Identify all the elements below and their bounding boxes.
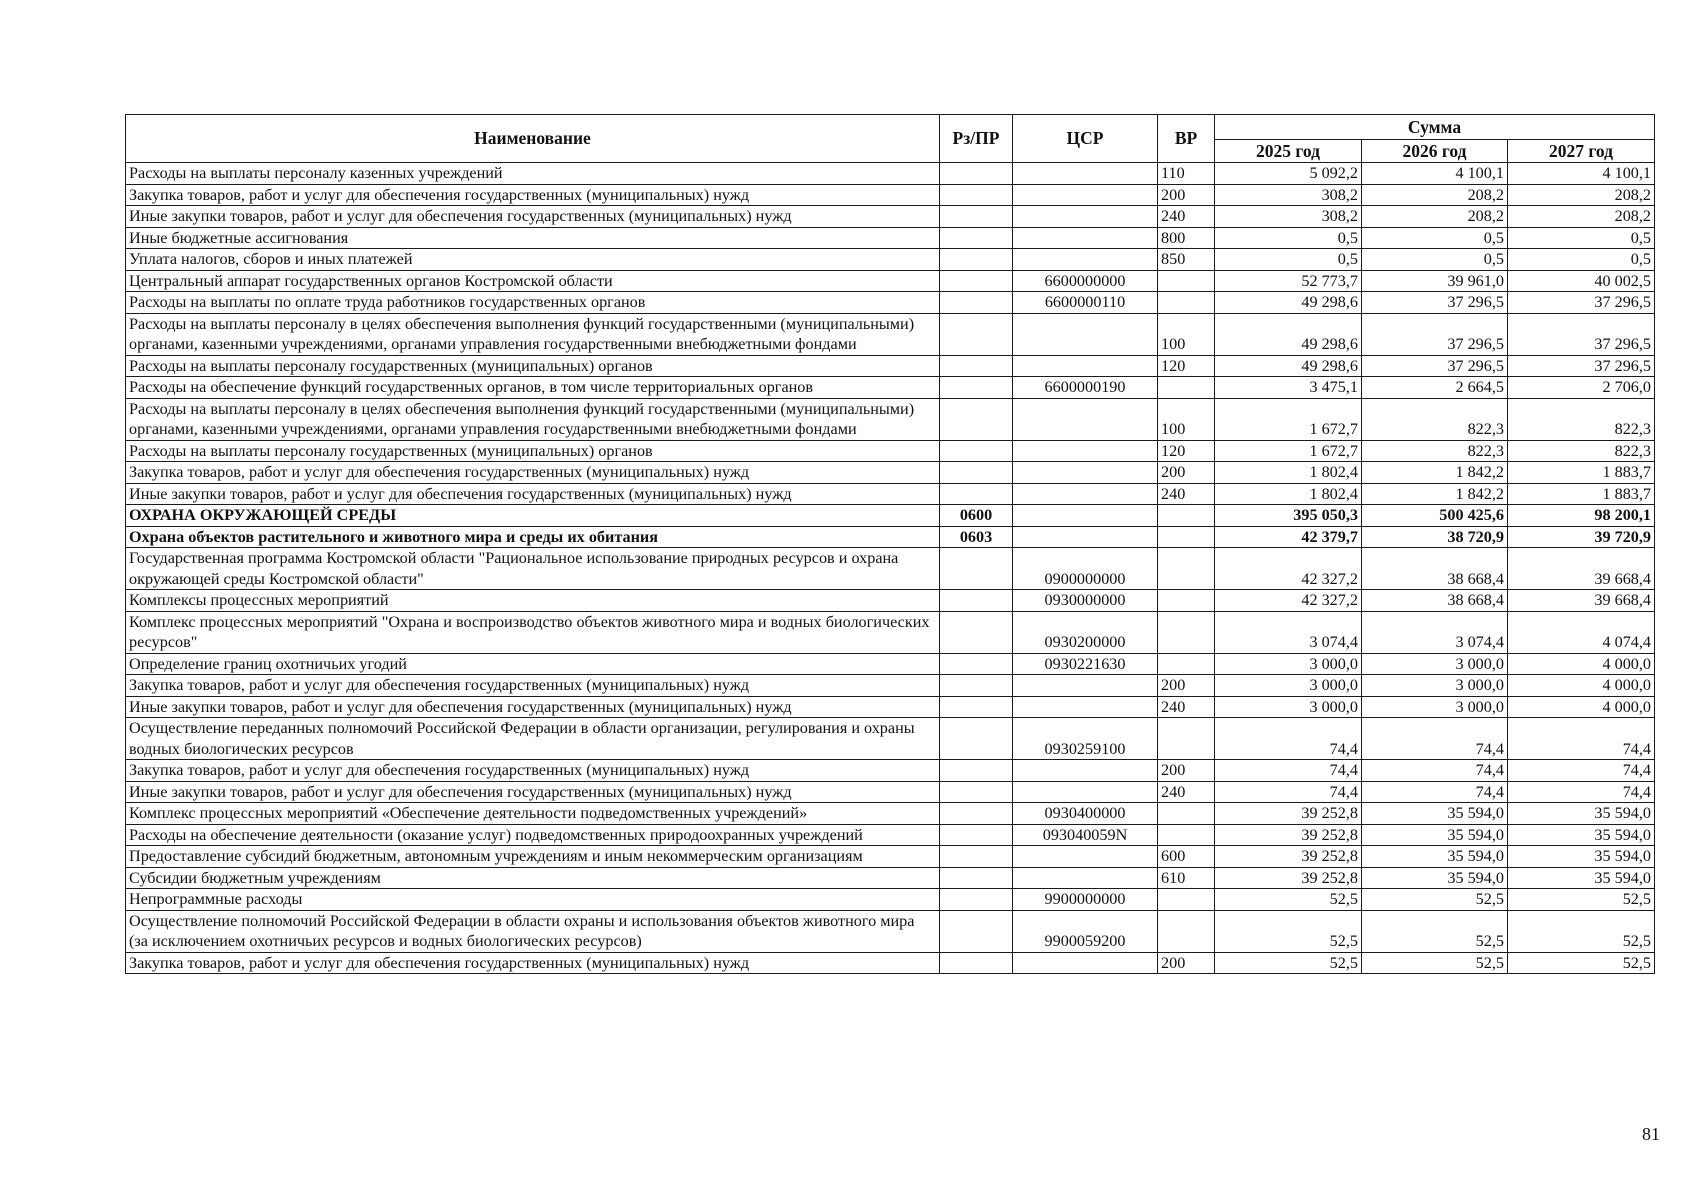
cell-csr: 6600000110 [1013, 292, 1158, 314]
cell-2026: 74,4 [1362, 718, 1508, 760]
cell-2027: 4 000,0 [1508, 675, 1655, 697]
cell-vr: 240 [1158, 696, 1215, 718]
cell-2027: 37 296,5 [1508, 292, 1655, 314]
cell-name: Осуществление полномочий Российской Федерации в области охраны и использования объектов животного мира (за исключением охотничьих ресурсов и водных биологических ресурсов) [126, 910, 940, 952]
cell-vr: 110 [1158, 163, 1215, 185]
cell-rz-pr [940, 548, 1013, 590]
cell-2027: 35 594,0 [1508, 824, 1655, 846]
cell-2025: 3 000,0 [1215, 653, 1362, 675]
cell-2027: 39 668,4 [1508, 590, 1655, 612]
cell-2027: 37 296,5 [1508, 313, 1655, 355]
cell-rz-pr [940, 227, 1013, 249]
cell-rz-pr [940, 824, 1013, 846]
cell-name: Субсидии бюджетным учреждениям [126, 867, 940, 889]
cell-2026: 35 594,0 [1362, 803, 1508, 825]
cell-2027: 4 100,1 [1508, 163, 1655, 185]
cell-2026: 2 664,5 [1362, 377, 1508, 399]
cell-rz-pr [940, 781, 1013, 803]
cell-2025: 39 252,8 [1215, 867, 1362, 889]
cell-rz-pr [940, 675, 1013, 697]
cell-name: Осуществление переданных полномочий Российской Федерации в области организации, регулирования и охраны водных биологических ресурсов [126, 718, 940, 760]
header-sum: Сумма [1215, 115, 1655, 140]
cell-vr: 100 [1158, 313, 1215, 355]
cell-name: Расходы на выплаты персоналу государственных (муниципальных) органов [126, 355, 940, 377]
cell-vr [1158, 505, 1215, 527]
cell-2026: 74,4 [1362, 760, 1508, 782]
cell-csr: 0930259100 [1013, 718, 1158, 760]
cell-2026: 52,5 [1362, 889, 1508, 911]
table-row [126, 227, 1655, 249]
table-row [126, 505, 1655, 527]
cell-2027: 35 594,0 [1508, 867, 1655, 889]
cell-rz-pr [940, 653, 1013, 675]
table-row [126, 462, 1655, 484]
cell-rz-pr [940, 910, 1013, 952]
cell-rz-pr: 0600 [940, 505, 1013, 527]
cell-2026: 37 296,5 [1362, 313, 1508, 355]
cell-2026: 35 594,0 [1362, 846, 1508, 868]
cell-rz-pr [940, 440, 1013, 462]
cell-vr [1158, 803, 1215, 825]
cell-2026: 3 000,0 [1362, 653, 1508, 675]
cell-2027: 4 000,0 [1508, 653, 1655, 675]
table-row [126, 313, 1655, 355]
cell-csr: 0900000000 [1013, 548, 1158, 590]
cell-rz-pr [940, 718, 1013, 760]
cell-vr: 200 [1158, 675, 1215, 697]
cell-rz-pr [940, 313, 1013, 355]
table-row [126, 824, 1655, 846]
cell-name: ОХРАНА ОКРУЖАЮЩЕЙ СРЕДЫ [126, 505, 940, 527]
cell-rz-pr [940, 398, 1013, 440]
cell-csr [1013, 163, 1158, 185]
cell-2026: 74,4 [1362, 781, 1508, 803]
budget-table [125, 114, 1655, 974]
cell-2027: 0,5 [1508, 249, 1655, 271]
cell-2026: 208,2 [1362, 184, 1508, 206]
cell-csr [1013, 483, 1158, 505]
cell-vr: 240 [1158, 206, 1215, 228]
cell-csr [1013, 846, 1158, 868]
cell-vr: 240 [1158, 483, 1215, 505]
cell-name: Расходы на выплаты персоналу государственных (муниципальных) органов [126, 440, 940, 462]
table-row [126, 355, 1655, 377]
cell-2027: 822,3 [1508, 398, 1655, 440]
table-row [126, 611, 1655, 653]
cell-csr: 0930200000 [1013, 611, 1158, 653]
header-name: Наименование [126, 115, 940, 163]
cell-2027: 1 883,7 [1508, 483, 1655, 505]
cell-rz-pr [940, 292, 1013, 314]
cell-2025: 308,2 [1215, 206, 1362, 228]
cell-name: Расходы на обеспечение функций государственных органов, в том числе территориальных органов [126, 377, 940, 399]
cell-2026: 1 842,2 [1362, 462, 1508, 484]
cell-2027: 40 002,5 [1508, 270, 1655, 292]
cell-2026: 0,5 [1362, 249, 1508, 271]
table-row [126, 548, 1655, 590]
cell-csr [1013, 696, 1158, 718]
cell-2026: 37 296,5 [1362, 355, 1508, 377]
cell-vr [1158, 611, 1215, 653]
cell-vr [1158, 548, 1215, 590]
table-row [126, 910, 1655, 952]
table-row [126, 377, 1655, 399]
cell-2027: 1 883,7 [1508, 462, 1655, 484]
cell-vr [1158, 526, 1215, 548]
table-row [126, 675, 1655, 697]
cell-csr [1013, 675, 1158, 697]
table-row [126, 526, 1655, 548]
cell-name: Непрограммные расходы [126, 889, 940, 911]
cell-csr: 0930000000 [1013, 590, 1158, 612]
cell-vr: 120 [1158, 440, 1215, 462]
cell-2027: 37 296,5 [1508, 355, 1655, 377]
cell-2026: 35 594,0 [1362, 824, 1508, 846]
cell-name: Иные закупки товаров, работ и услуг для обеспечения государственных (муниципальных) нужд [126, 206, 940, 228]
cell-name: Закупка товаров, работ и услуг для обеспечения государственных (муниципальных) нужд [126, 184, 940, 206]
cell-rz-pr [940, 952, 1013, 974]
cell-name: Закупка товаров, работ и услуг для обеспечения государственных (муниципальных) нужд [126, 952, 940, 974]
header-rz-pr: Рз/ПР [940, 115, 1013, 163]
cell-rz-pr [940, 803, 1013, 825]
cell-2026: 3 000,0 [1362, 675, 1508, 697]
table-row [126, 889, 1655, 911]
cell-name: Расходы на обеспечение деятельности (оказание услуг) подведомственных природоохранных учреждений [126, 824, 940, 846]
cell-2027: 0,5 [1508, 227, 1655, 249]
cell-2027: 208,2 [1508, 206, 1655, 228]
cell-2026: 38 720,9 [1362, 526, 1508, 548]
cell-name: Комплекс процессных мероприятий «Обеспечение деятельности подведомственных учреждений» [126, 803, 940, 825]
cell-2027: 208,2 [1508, 184, 1655, 206]
cell-2025: 39 252,8 [1215, 824, 1362, 846]
cell-2027: 4 074,4 [1508, 611, 1655, 653]
table-row [126, 718, 1655, 760]
cell-rz-pr [940, 696, 1013, 718]
cell-2026: 822,3 [1362, 440, 1508, 462]
cell-rz-pr [940, 355, 1013, 377]
cell-2025: 52 773,7 [1215, 270, 1362, 292]
cell-name: Расходы на выплаты по оплате труда работников государственных органов [126, 292, 940, 314]
cell-csr [1013, 206, 1158, 228]
cell-2025: 49 298,6 [1215, 292, 1362, 314]
cell-2027: 39 668,4 [1508, 548, 1655, 590]
cell-2026: 0,5 [1362, 227, 1508, 249]
cell-2025: 74,4 [1215, 781, 1362, 803]
table-row [126, 163, 1655, 185]
cell-2025: 52,5 [1215, 952, 1362, 974]
cell-rz-pr [940, 483, 1013, 505]
cell-vr [1158, 590, 1215, 612]
cell-2026: 38 668,4 [1362, 590, 1508, 612]
table-row [126, 206, 1655, 228]
cell-2027: 98 200,1 [1508, 505, 1655, 527]
cell-rz-pr [940, 377, 1013, 399]
cell-2026: 208,2 [1362, 206, 1508, 228]
cell-2025: 52,5 [1215, 910, 1362, 952]
table-row [126, 653, 1655, 675]
cell-2026: 38 668,4 [1362, 548, 1508, 590]
cell-rz-pr [940, 462, 1013, 484]
cell-2025: 39 252,8 [1215, 803, 1362, 825]
cell-vr: 200 [1158, 184, 1215, 206]
cell-csr: 093040059N [1013, 824, 1158, 846]
cell-2027: 39 720,9 [1508, 526, 1655, 548]
header-year-2026: 2026 год [1362, 140, 1508, 163]
cell-name: Иные бюджетные ассигнования [126, 227, 940, 249]
table-row [126, 781, 1655, 803]
table-row [126, 952, 1655, 974]
cell-vr [1158, 910, 1215, 952]
table-row [126, 398, 1655, 440]
cell-2025: 42 379,7 [1215, 526, 1362, 548]
cell-rz-pr: 0603 [940, 526, 1013, 548]
cell-csr [1013, 526, 1158, 548]
cell-csr: 6600000190 [1013, 377, 1158, 399]
cell-2025: 1 802,4 [1215, 483, 1362, 505]
header-vr: ВР [1158, 115, 1215, 163]
cell-2025: 3 475,1 [1215, 377, 1362, 399]
cell-csr [1013, 781, 1158, 803]
cell-name: Охрана объектов растительного и животного мира и среды их обитания [126, 526, 940, 548]
cell-rz-pr [940, 846, 1013, 868]
cell-2025: 5 092,2 [1215, 163, 1362, 185]
cell-2025: 42 327,2 [1215, 548, 1362, 590]
cell-2026: 52,5 [1362, 910, 1508, 952]
cell-vr: 200 [1158, 760, 1215, 782]
cell-name: Расходы на выплаты персоналу казенных учреждений [126, 163, 940, 185]
table-row [126, 249, 1655, 271]
cell-vr [1158, 270, 1215, 292]
cell-csr [1013, 398, 1158, 440]
cell-2026: 1 842,2 [1362, 483, 1508, 505]
cell-csr [1013, 760, 1158, 782]
cell-2025: 3 074,4 [1215, 611, 1362, 653]
cell-vr: 850 [1158, 249, 1215, 271]
cell-csr [1013, 355, 1158, 377]
table-row [126, 803, 1655, 825]
cell-csr: 9900000000 [1013, 889, 1158, 911]
cell-2025: 1 672,7 [1215, 398, 1362, 440]
table-row [126, 483, 1655, 505]
cell-name: Закупка товаров, работ и услуг для обеспечения государственных (муниципальных) нужд [126, 675, 940, 697]
table-header [126, 115, 1655, 163]
cell-2027: 52,5 [1508, 952, 1655, 974]
header-year-2025: 2025 год [1215, 140, 1362, 163]
cell-vr [1158, 377, 1215, 399]
table-row [126, 846, 1655, 868]
cell-csr [1013, 952, 1158, 974]
cell-2027: 74,4 [1508, 718, 1655, 760]
cell-csr [1013, 440, 1158, 462]
cell-rz-pr [940, 206, 1013, 228]
cell-name: Уплата налогов, сборов и иных платежей [126, 249, 940, 271]
cell-name: Иные закупки товаров, работ и услуг для обеспечения государственных (муниципальных) нужд [126, 696, 940, 718]
cell-2026: 4 100,1 [1362, 163, 1508, 185]
cell-2025: 3 000,0 [1215, 675, 1362, 697]
cell-csr [1013, 505, 1158, 527]
cell-2026: 37 296,5 [1362, 292, 1508, 314]
table-row [126, 696, 1655, 718]
cell-2027: 35 594,0 [1508, 803, 1655, 825]
table-row [126, 184, 1655, 206]
cell-2025: 0,5 [1215, 249, 1362, 271]
table-body [126, 163, 1655, 974]
page-number: 81 [1642, 1124, 1660, 1144]
cell-name: Центральный аппарат государственных органов Костромской области [126, 270, 940, 292]
cell-2027: 74,4 [1508, 781, 1655, 803]
cell-csr [1013, 249, 1158, 271]
cell-2027: 4 000,0 [1508, 696, 1655, 718]
cell-name: Определение границ охотничьих угодий [126, 653, 940, 675]
cell-name: Расходы на выплаты персоналу в целях обеспечения выполнения функций государственными (муниципальными) органами, казенными учреждениями, органами управления государственными внебюджетными фондами [126, 398, 940, 440]
cell-csr [1013, 227, 1158, 249]
cell-2027: 822,3 [1508, 440, 1655, 462]
cell-vr [1158, 718, 1215, 760]
table-row [126, 270, 1655, 292]
cell-2025: 1 802,4 [1215, 462, 1362, 484]
cell-2025: 52,5 [1215, 889, 1362, 911]
cell-vr [1158, 889, 1215, 911]
cell-name: Иные закупки товаров, работ и услуг для обеспечения государственных (муниципальных) нужд [126, 781, 940, 803]
header-csr: ЦСР [1013, 115, 1158, 163]
cell-csr: 9900059200 [1013, 910, 1158, 952]
cell-rz-pr [940, 760, 1013, 782]
cell-csr [1013, 184, 1158, 206]
cell-rz-pr [940, 270, 1013, 292]
cell-name: Закупка товаров, работ и услуг для обеспечения государственных (муниципальных) нужд [126, 760, 940, 782]
cell-2025: 0,5 [1215, 227, 1362, 249]
cell-2025: 1 672,7 [1215, 440, 1362, 462]
table-row [126, 590, 1655, 612]
table-row [126, 292, 1655, 314]
cell-2025: 49 298,6 [1215, 355, 1362, 377]
cell-rz-pr [940, 867, 1013, 889]
cell-2027: 2 706,0 [1508, 377, 1655, 399]
cell-2027: 74,4 [1508, 760, 1655, 782]
cell-2027: 52,5 [1508, 910, 1655, 952]
cell-vr [1158, 292, 1215, 314]
cell-2026: 35 594,0 [1362, 867, 1508, 889]
cell-name: Предоставление субсидий бюджетным, автономным учреждениям и иным некоммерческим организациям [126, 846, 940, 868]
cell-name: Закупка товаров, работ и услуг для обеспечения государственных (муниципальных) нужд [126, 462, 940, 484]
cell-vr [1158, 653, 1215, 675]
cell-2026: 3 000,0 [1362, 696, 1508, 718]
cell-name: Государственная программа Костромской области "Рациональное использование природных ресурсов и охрана окружающей среды Костромской области" [126, 548, 940, 590]
cell-name: Расходы на выплаты персоналу в целях обеспечения выполнения функций государственными (муниципальными) органами, казенными учреждениями, органами управления государственными внебюджетными фондами [126, 313, 940, 355]
cell-2025: 49 298,6 [1215, 313, 1362, 355]
cell-csr [1013, 867, 1158, 889]
cell-rz-pr [940, 590, 1013, 612]
cell-vr: 800 [1158, 227, 1215, 249]
cell-2027: 52,5 [1508, 889, 1655, 911]
cell-2026: 52,5 [1362, 952, 1508, 974]
cell-2025: 42 327,2 [1215, 590, 1362, 612]
header-year-2027: 2027 год [1508, 140, 1655, 163]
table-row [126, 867, 1655, 889]
cell-name: Комплекс процессных мероприятий "Охрана и воспроизводство объектов животного мира и водных биологических ресурсов" [126, 611, 940, 653]
cell-vr: 200 [1158, 462, 1215, 484]
cell-2025: 39 252,8 [1215, 846, 1362, 868]
cell-vr: 600 [1158, 846, 1215, 868]
cell-2026: 500 425,6 [1362, 505, 1508, 527]
cell-csr [1013, 313, 1158, 355]
cell-csr [1013, 462, 1158, 484]
cell-vr: 240 [1158, 781, 1215, 803]
cell-2025: 3 000,0 [1215, 696, 1362, 718]
cell-2026: 3 074,4 [1362, 611, 1508, 653]
cell-rz-pr [940, 889, 1013, 911]
cell-2025: 308,2 [1215, 184, 1362, 206]
cell-rz-pr [940, 611, 1013, 653]
cell-csr: 0930400000 [1013, 803, 1158, 825]
cell-vr: 200 [1158, 952, 1215, 974]
cell-rz-pr [940, 163, 1013, 185]
cell-2026: 39 961,0 [1362, 270, 1508, 292]
cell-vr: 610 [1158, 867, 1215, 889]
cell-csr: 0930221630 [1013, 653, 1158, 675]
cell-rz-pr [940, 184, 1013, 206]
cell-rz-pr [940, 249, 1013, 271]
cell-2026: 822,3 [1362, 398, 1508, 440]
cell-2025: 74,4 [1215, 760, 1362, 782]
table-row [126, 440, 1655, 462]
cell-name: Комплексы процессных мероприятий [126, 590, 940, 612]
cell-name: Иные закупки товаров, работ и услуг для обеспечения государственных (муниципальных) нужд [126, 483, 940, 505]
cell-2025: 74,4 [1215, 718, 1362, 760]
cell-vr: 100 [1158, 398, 1215, 440]
cell-vr: 120 [1158, 355, 1215, 377]
table-row [126, 760, 1655, 782]
cell-csr: 6600000000 [1013, 270, 1158, 292]
cell-2025: 395 050,3 [1215, 505, 1362, 527]
cell-2027: 35 594,0 [1508, 846, 1655, 868]
cell-vr [1158, 824, 1215, 846]
